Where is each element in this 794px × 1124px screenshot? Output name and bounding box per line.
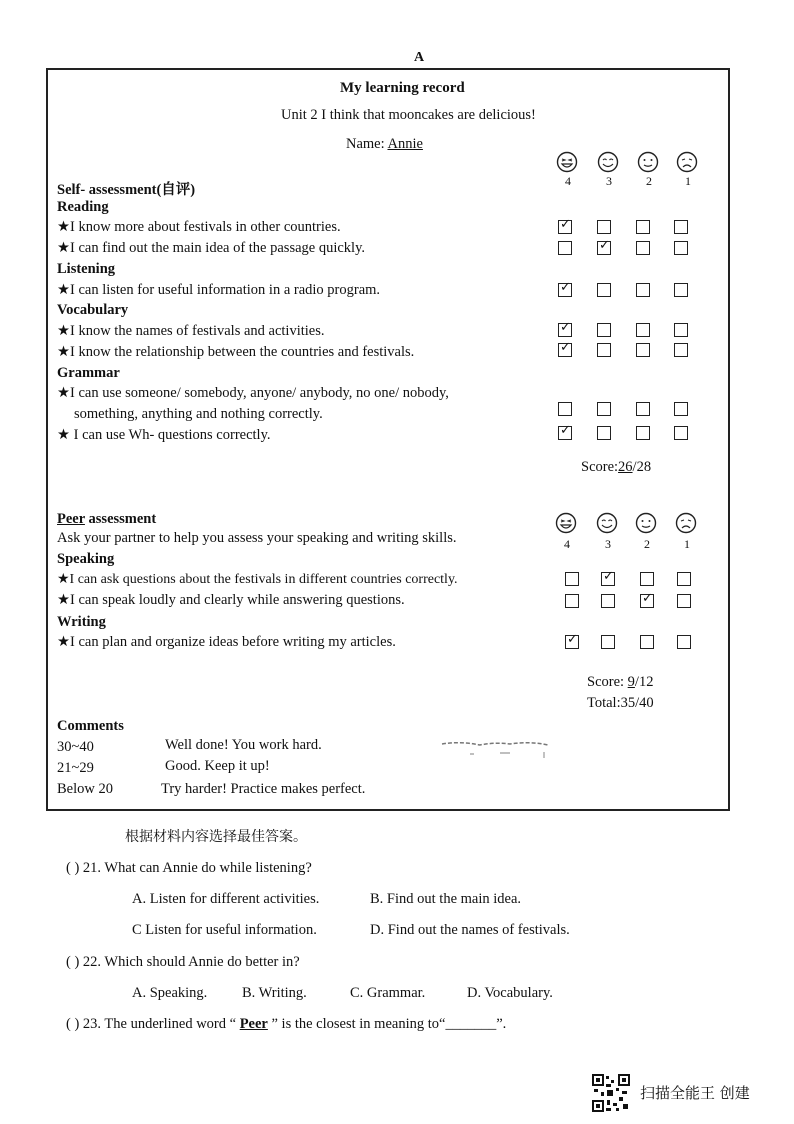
rating-checkbox[interactable] xyxy=(636,402,650,416)
question-stem: ( ) 21. What can Annie do while listening? xyxy=(66,860,312,876)
checkmark-icon: ✓ xyxy=(560,423,571,438)
neutral-face-icon xyxy=(635,512,657,534)
record-title: My learning record xyxy=(340,80,465,96)
checkmark-icon: ✓ xyxy=(560,340,571,355)
rating-checkbox[interactable] xyxy=(558,280,572,297)
speaking-item: ★I can speak loudly and clearly while answering questions. xyxy=(57,592,405,608)
self-score xyxy=(581,459,651,476)
student-name xyxy=(346,136,423,153)
comment-text: Well done! You work hard. xyxy=(165,737,322,753)
score-label: Score: xyxy=(581,459,619,475)
rating-checkbox[interactable] xyxy=(558,340,572,357)
rating-checkbox[interactable] xyxy=(565,632,579,649)
rating-checkbox[interactable] xyxy=(636,343,650,357)
rating-number: 2 xyxy=(646,174,652,188)
neutral-face-icon xyxy=(637,151,659,173)
grinning-face-icon xyxy=(596,512,618,534)
peer-score xyxy=(587,674,653,691)
rating-checkbox[interactable] xyxy=(601,635,615,649)
rating-checkbox[interactable] xyxy=(636,241,650,255)
rating-checkbox[interactable] xyxy=(640,635,654,649)
question-stem: ( ) 22. Which should Annie do better in? xyxy=(66,954,300,970)
rating-checkbox[interactable] xyxy=(674,343,688,357)
writing-item: ★I can plan and organize ideas before writing my articles. xyxy=(57,634,396,650)
rating-checkbox[interactable] xyxy=(565,572,579,586)
rating-checkbox[interactable] xyxy=(558,241,572,255)
rating-checkbox[interactable] xyxy=(677,635,691,649)
score-total: /28 xyxy=(632,459,652,475)
reading-item: ★I can find out the main idea of the passage quickly. xyxy=(57,240,366,256)
rating-checkbox[interactable] xyxy=(640,572,654,586)
vocabulary-item: ★I know the relationship between the countries and festivals. xyxy=(57,344,415,360)
total-score: Total:35/40 xyxy=(587,695,654,711)
comment-range: Below 20 xyxy=(57,781,113,797)
checkmark-icon: ✓ xyxy=(603,569,614,584)
question-option: A. Speaking. xyxy=(132,985,208,1001)
listening-item: ★I can listen for useful information in a radio program. xyxy=(57,282,381,298)
rating-number: 1 xyxy=(684,537,690,551)
rating-number: 4 xyxy=(564,537,570,551)
rating-number: 2 xyxy=(644,537,650,551)
question-option: C. Grammar. xyxy=(350,985,426,1001)
rating-checkbox[interactable] xyxy=(597,238,611,255)
checkmark-icon: ✓ xyxy=(560,280,571,295)
reading-heading: Reading xyxy=(57,199,109,215)
comments-heading: Comments xyxy=(57,718,124,734)
rating-checkbox[interactable] xyxy=(597,220,611,234)
rating-checkbox[interactable] xyxy=(636,426,650,440)
rating-checkbox[interactable] xyxy=(597,402,611,416)
sad-face-icon xyxy=(675,512,697,534)
rating-checkbox[interactable] xyxy=(674,241,688,255)
rating-number: 3 xyxy=(605,537,611,551)
grammar-item: ★I can use someone/ somebody, anyone/ anybody, no one/ nobody, xyxy=(57,385,449,401)
laughing-face-icon xyxy=(556,151,578,173)
instruction: 根据材料内容选择最佳答案。 xyxy=(125,829,307,845)
checkmark-icon: ✓ xyxy=(599,238,610,253)
grammar-item-continued: something, anything and nothing correctly. xyxy=(74,406,323,422)
comment-range: 30~40 xyxy=(57,739,94,755)
listening-heading: Listening xyxy=(57,261,116,277)
section-label: A xyxy=(414,50,425,65)
laughing-face-icon xyxy=(555,512,577,534)
question-option: D. Vocabulary. xyxy=(467,985,553,1001)
score-value: 26 xyxy=(618,459,633,475)
score-label: Score: xyxy=(587,674,628,690)
rating-checkbox[interactable] xyxy=(597,426,611,440)
rating-checkbox[interactable] xyxy=(565,594,579,608)
name-label: Name: xyxy=(346,136,388,152)
rating-checkbox[interactable] xyxy=(558,402,572,416)
rating-checkbox[interactable] xyxy=(674,323,688,337)
vocabulary-item: ★I know the names of festivals and activities. xyxy=(57,323,325,339)
rating-number: 4 xyxy=(565,174,571,188)
question-option: D. Find out the names of festivals. xyxy=(370,922,570,938)
score-total: /12 xyxy=(634,674,654,690)
rating-checkbox[interactable] xyxy=(677,572,691,586)
question-option: B. Writing. xyxy=(242,985,307,1001)
rating-checkbox[interactable] xyxy=(674,426,688,440)
comment-range: 21~29 xyxy=(57,760,94,776)
rating-checkbox[interactable] xyxy=(674,402,688,416)
assessment-word: assessment xyxy=(84,511,157,527)
question-option: C Listen for useful information. xyxy=(132,922,317,938)
rating-checkbox[interactable] xyxy=(677,594,691,608)
peer-instruction: Ask your partner to help you assess your speaking and writing skills. xyxy=(57,530,457,546)
comment-text: Try harder! Practice makes perfect. xyxy=(161,781,366,797)
self-assessment-heading: Self- assessment(自评) xyxy=(57,182,196,198)
reading-item: ★I know more about festivals in other countries. xyxy=(57,219,341,235)
footer-text: 扫描全能王 创建 xyxy=(640,1084,750,1102)
rating-checkbox[interactable] xyxy=(636,323,650,337)
score-value: 9 xyxy=(627,674,635,690)
rating-checkbox[interactable] xyxy=(674,220,688,234)
rating-checkbox[interactable] xyxy=(601,569,615,586)
peer-word: Peer xyxy=(57,511,85,527)
rating-checkbox[interactable] xyxy=(636,220,650,234)
question-prefix: ( ) 23. The underlined word “ xyxy=(66,1016,240,1032)
scan-smudge xyxy=(440,740,550,766)
rating-number: 3 xyxy=(606,174,612,188)
question-option: B. Find out the main idea. xyxy=(370,891,522,907)
vocabulary-heading: Vocabulary xyxy=(57,302,129,318)
checkmark-icon: ✓ xyxy=(560,320,571,335)
qr-code-icon xyxy=(592,1074,630,1112)
writing-heading: Writing xyxy=(57,614,106,630)
underlined-word: Peer xyxy=(239,1016,268,1032)
speaking-heading: Speaking xyxy=(57,551,115,567)
grinning-face-icon xyxy=(597,151,619,173)
grammar-heading: Grammar xyxy=(57,365,120,381)
rating-checkbox[interactable] xyxy=(597,323,611,337)
grammar-item: ★ I can use Wh- questions correctly. xyxy=(57,427,271,443)
unit-title: Unit 2 I think that mooncakes are delicious! xyxy=(281,107,536,123)
checkmark-icon: ✓ xyxy=(642,591,653,606)
rating-checkbox[interactable] xyxy=(597,283,611,297)
question-option: A. Listen for different activities. xyxy=(132,891,320,907)
question-stem xyxy=(66,1016,506,1033)
checkmark-icon: ✓ xyxy=(567,632,578,647)
rating-checkbox[interactable] xyxy=(558,320,572,337)
sad-face-icon xyxy=(676,151,698,173)
rating-checkbox[interactable] xyxy=(640,591,654,608)
speaking-item: ★I can ask questions about the festivals in different countries correctly. xyxy=(57,572,458,587)
rating-checkbox[interactable] xyxy=(558,423,572,440)
question-suffix: ” is the closest in meaning to“_______”. xyxy=(267,1016,507,1032)
peer-assessment-heading xyxy=(57,511,156,528)
rating-checkbox[interactable] xyxy=(601,594,615,608)
rating-checkbox[interactable] xyxy=(674,283,688,297)
comment-text: Good. Keep it up! xyxy=(165,758,270,774)
rating-checkbox[interactable] xyxy=(597,343,611,357)
rating-checkbox[interactable] xyxy=(636,283,650,297)
checkmark-icon: ✓ xyxy=(560,217,571,232)
rating-checkbox[interactable] xyxy=(558,217,572,234)
name-value: Annie xyxy=(387,136,423,152)
rating-number: 1 xyxy=(685,174,691,188)
